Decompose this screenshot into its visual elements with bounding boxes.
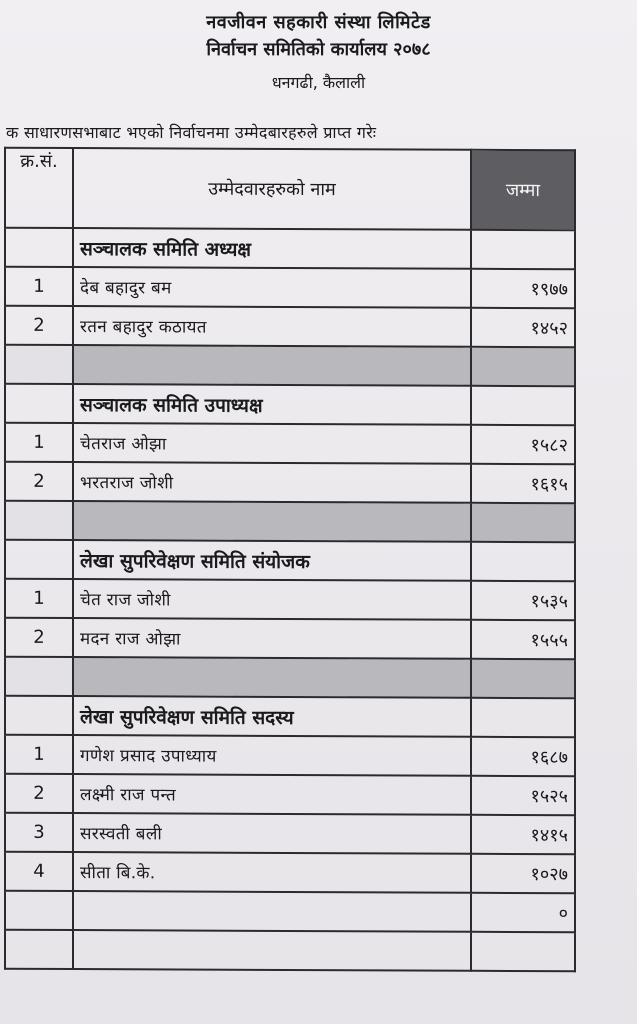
- candidate-name: मदन राज ओझा: [73, 618, 471, 659]
- section-title: लेखा सुपरिवेक्षण समिति सदस्य: [73, 696, 471, 737]
- candidate-name: भरतराज जोशी: [73, 462, 471, 503]
- candidate-name: सरस्वती बली: [73, 813, 471, 854]
- column-header-serial: क्र.सं.: [5, 148, 73, 228]
- table-row: [5, 267, 575, 308]
- serial-cell: 2: [5, 774, 73, 813]
- location: धनगढी, कैलाली: [271, 73, 366, 92]
- serial-cell: 2: [5, 462, 73, 501]
- vote-total: १५८२: [471, 425, 575, 464]
- results-table: [4, 147, 576, 972]
- candidate-name: देब बहादुर बम: [73, 267, 471, 308]
- committee-office: निर्वाचन समितिको कार्यालय २०७८: [206, 39, 431, 60]
- serial-cell: 1: [5, 735, 73, 774]
- vote-total: १६१५: [471, 464, 575, 503]
- candidate-name: सीता बि.के.: [73, 852, 471, 893]
- separator-row: [5, 501, 575, 542]
- serial-cell: 4: [5, 852, 73, 891]
- column-header-name: उम्मेदवारहरुको नाम: [73, 148, 471, 230]
- notice-line: क साधारणसभाबाट भएको निर्वाचनमा उम्मेदबारहरुले प्राप्त गरेः: [6, 123, 377, 142]
- candidate-name: [73, 891, 471, 932]
- section-row: [5, 228, 575, 269]
- serial-cell: [5, 891, 73, 930]
- serial-cell: 1: [5, 267, 73, 306]
- table-row: [5, 618, 575, 659]
- table-row: [5, 579, 575, 620]
- section-title: सञ्चालक समिति उपाध्यक्ष: [73, 384, 471, 425]
- candidate-name: गणेश प्रसाद उपाध्याय: [73, 735, 471, 776]
- table-row: [5, 891, 575, 932]
- table-row: [5, 462, 575, 503]
- section-row: [5, 384, 575, 425]
- table-row: [5, 774, 575, 815]
- vote-total: ०: [471, 893, 575, 932]
- serial-cell: 2: [5, 618, 73, 657]
- section-title: लेखा सुपरिवेक्षण समिति संयोजक: [73, 540, 471, 581]
- table-row: [5, 735, 575, 776]
- serial-cell: 3: [5, 813, 73, 852]
- vote-total: १०२७: [471, 854, 575, 893]
- section-title: सञ्चालक समिति अध्यक्ष: [73, 228, 471, 269]
- serial-cell: 1: [5, 423, 73, 462]
- candidate-name: चेतराज ओझा: [73, 423, 471, 464]
- candidate-name: चेत राज जोशी: [73, 579, 471, 620]
- vote-total: १९७७: [471, 269, 575, 308]
- organization-name: नवजीवन सहकारी संस्था लिमिटेड: [206, 12, 431, 33]
- separator-row: [5, 657, 575, 698]
- table-row: [5, 852, 575, 893]
- vote-total: १४१५: [471, 815, 575, 854]
- separator-row: [5, 345, 575, 386]
- vote-total: १५३५: [471, 581, 575, 620]
- candidate-name: लक्ष्मी राज पन्त: [73, 774, 471, 815]
- serial-cell: 2: [5, 306, 73, 345]
- table-header-row: [5, 148, 575, 230]
- document-header: [0, 10, 637, 98]
- section-row: [5, 696, 575, 737]
- table-row: [5, 813, 575, 854]
- vote-total: १४५२: [471, 308, 575, 347]
- vote-total: १६८७: [471, 737, 575, 776]
- vote-total: १५२५: [471, 776, 575, 815]
- candidate-name: रतन बहादुर कठायत: [73, 306, 471, 347]
- serial-cell: 1: [5, 579, 73, 618]
- table-row: [5, 423, 575, 464]
- section-row: [5, 540, 575, 581]
- table-row: [5, 306, 575, 347]
- vote-total: १५५५: [471, 620, 575, 659]
- column-header-total: जम्मा: [471, 150, 575, 230]
- empty-row: [5, 930, 575, 971]
